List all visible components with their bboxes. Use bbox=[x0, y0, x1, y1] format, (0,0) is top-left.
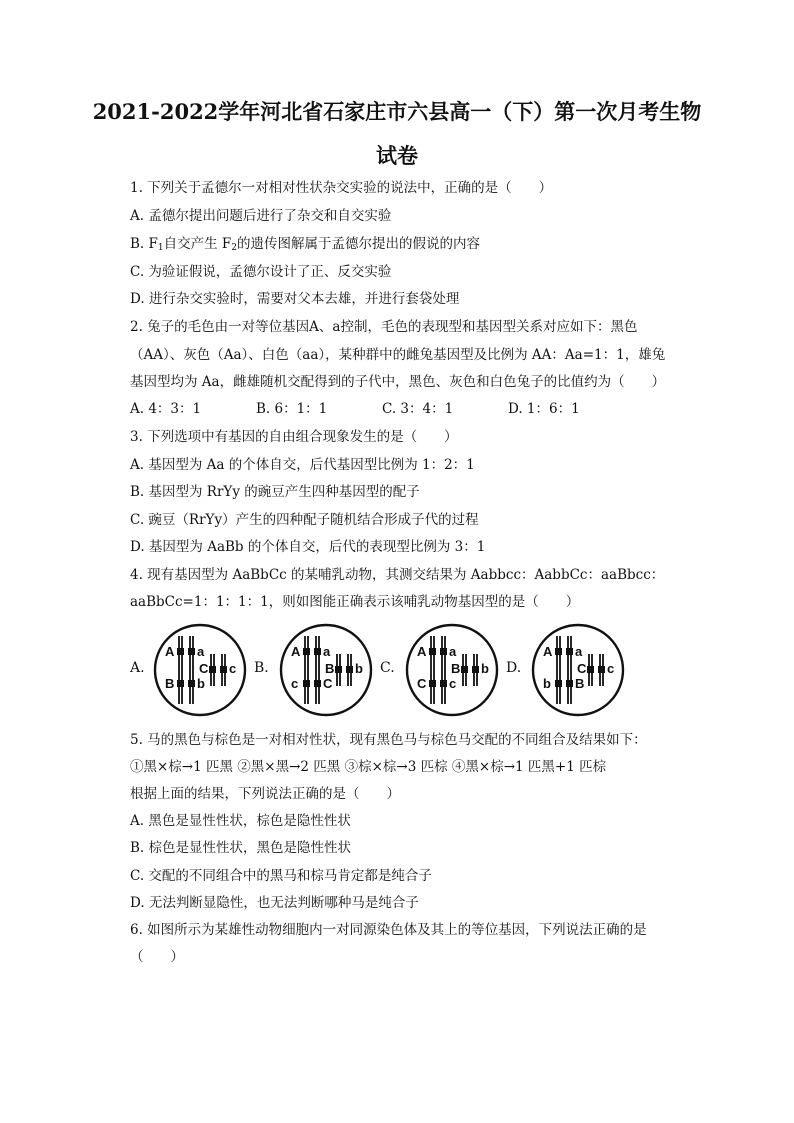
q1-option-b: B. $F_1$自交产生 $F_2$的遗传图解属于孟德尔提出的假说的内容 bbox=[130, 236, 481, 253]
q5-option-a: A. 黑色是显性性状，棕色是隐性性状 bbox=[130, 813, 351, 829]
q4-cell-d-gene-r1b: B bbox=[575, 676, 585, 691]
q3-option-b: B. 基因型为 RrYy 的豌豆产生四种基因型的配子 bbox=[130, 484, 420, 500]
q1-option-c: C. 为验证假说，孟德尔设计了正、反交实验 bbox=[130, 264, 392, 280]
q4-cell-d bbox=[530, 622, 626, 718]
q4-cell-d-gene-r2: c bbox=[607, 661, 615, 676]
q4-cell-b-gene-l1a: A bbox=[291, 644, 301, 659]
q2-option-c: C. 3：4：1 bbox=[382, 401, 454, 417]
q5-stem: 5. 马的黑色与棕色是一对相对性状，现有黑色马与棕色马交配的不同组合及结果如下： bbox=[130, 732, 647, 748]
q4-cell-b-gene-l2: B bbox=[325, 661, 335, 676]
q2-stem-2: （AA）、灰色（Aa）、白色（aa），某种群中的雌兔基因型及比例为 AA：Aa=1：1，雄兔 bbox=[130, 347, 666, 363]
q5-option-c: C. 交配的不同组合中的黑马和棕马肯定都是纯合子 bbox=[130, 868, 432, 884]
q4-stem-2: aaBbCc=1：1：1：1，则如图能正确表示该哺乳动物基因型的是（ ） bbox=[130, 594, 580, 610]
q4-cell-d-gene-l1b: b bbox=[543, 676, 551, 691]
q4-cell-a-gene-r2: c bbox=[229, 661, 237, 676]
q4-cell-c bbox=[404, 622, 500, 718]
q4-cell-c-gene-r2: b bbox=[481, 661, 489, 676]
title-line-2: 试卷 bbox=[376, 143, 418, 168]
q4-cell-b bbox=[278, 622, 374, 718]
q2-stem-3: 基因型均为 Aa，雌雄随机交配得到的子代中，黑色、灰色和白色兔子的比值约为（ ） bbox=[130, 374, 666, 390]
title-line-1: 2021-2022学年河北省石家庄市六县高一（下）第一次月考生物 bbox=[92, 99, 702, 124]
q4-cell-b-gene-r2: b bbox=[355, 661, 363, 676]
q4-label-a: A. bbox=[130, 660, 145, 676]
q4-cell-d-gene-l2: C bbox=[577, 661, 587, 676]
q3-option-c: C. 豌豆（RrYy）产生的四种配子随机结合形成子代的过程 bbox=[130, 512, 479, 528]
q1-option-d: D. 进行杂交实验时，需要对父本去雄，并进行套袋处理 bbox=[130, 291, 460, 307]
q4-cell-a-gene-r1b: b bbox=[197, 676, 205, 691]
q5-stem-2: 根据上面的结果，下列说法正确的是（ ） bbox=[130, 786, 400, 802]
q4-cell-a-gene-l2: C bbox=[199, 661, 209, 676]
q2-option-a: A. 4：3：1 bbox=[130, 401, 202, 417]
q5-crosses: ①黑×棕→1 匹黑 ②黑×黑→2 匹黑 ③棕×棕→3 匹棕 ④黑×棕→1 匹黑+1 匹棕 bbox=[130, 759, 607, 775]
q4-cell-b-gene-r1a: a bbox=[323, 644, 331, 659]
q3-option-a: A. 基因型为 Aa 的个体自交，后代基因型比例为 1：2：1 bbox=[130, 457, 475, 473]
q4-cell-c-gene-l2: B bbox=[451, 661, 461, 676]
q3-stem: 3. 下列选项中有基因的自由组合现象发生的是（ ） bbox=[130, 429, 458, 445]
q2-stem-1: 2. 兔子的毛色由一对等位基因A、a控制，毛色的表现型和基因型关系对应如下：黑色 bbox=[130, 319, 638, 335]
q4-cell-a-gene-r1a: a bbox=[197, 644, 205, 659]
q4-cell-b-gene-l1b: c bbox=[291, 676, 299, 691]
q4-cell-c-gene-r1b: c bbox=[449, 676, 457, 691]
q4-cell-d-gene-l1a: A bbox=[543, 644, 553, 659]
q5-option-b: B. 棕色是显性性状，黑色是隐性性状 bbox=[130, 840, 352, 856]
q4-label-b: B. bbox=[254, 660, 269, 676]
q4-label-c: C. bbox=[380, 660, 395, 676]
q6-stem-1: 6. 如图所示为某雄性动物细胞内一对同源染色体及其上的等位基因，下列说法正确的是 bbox=[130, 922, 647, 938]
q3-option-d: D. 基因型为 AaBb 的个体自交，后代的表现型比例为 3：1 bbox=[130, 539, 486, 555]
q4-cell-c-gene-l1b: C bbox=[417, 676, 427, 691]
q4-stem-1: 4. 现有基因型为 AaBbCc 的某哺乳动物，其测交结果为 Aabbcc：AabbCc：aaBbcc： bbox=[130, 567, 665, 583]
q4-cell-c-gene-r1a: a bbox=[449, 644, 457, 659]
q2-options bbox=[130, 399, 634, 419]
q4-cell-a-gene-l1a: A bbox=[165, 644, 175, 659]
q4-cell-a-gene-l1b: B bbox=[165, 676, 175, 691]
q2-option-d: D. 1：6：1 bbox=[508, 401, 580, 417]
q4-cell-a bbox=[152, 622, 248, 718]
q1-stem: 1. 下列关于孟德尔一对相对性状杂交实验的说法中，正确的是（ ） bbox=[130, 180, 553, 196]
q2-option-b: B. 6：1：1 bbox=[256, 401, 328, 417]
q4-figure-row bbox=[130, 622, 650, 718]
q4-cell-c-gene-l1a: A bbox=[417, 644, 427, 659]
q1-option-a: A. 孟德尔提出问题后进行了杂交和自交实验 bbox=[130, 208, 392, 224]
q4-label-d: D. bbox=[506, 660, 522, 676]
q4-cell-b-gene-r1b: C bbox=[323, 676, 333, 691]
q4-cell-d-gene-r1a: a bbox=[575, 644, 583, 659]
q5-option-d: D. 无法判断显隐性，也无法判断哪种马是纯合子 bbox=[130, 895, 419, 911]
q6-stem-2: （ ） bbox=[130, 949, 184, 965]
